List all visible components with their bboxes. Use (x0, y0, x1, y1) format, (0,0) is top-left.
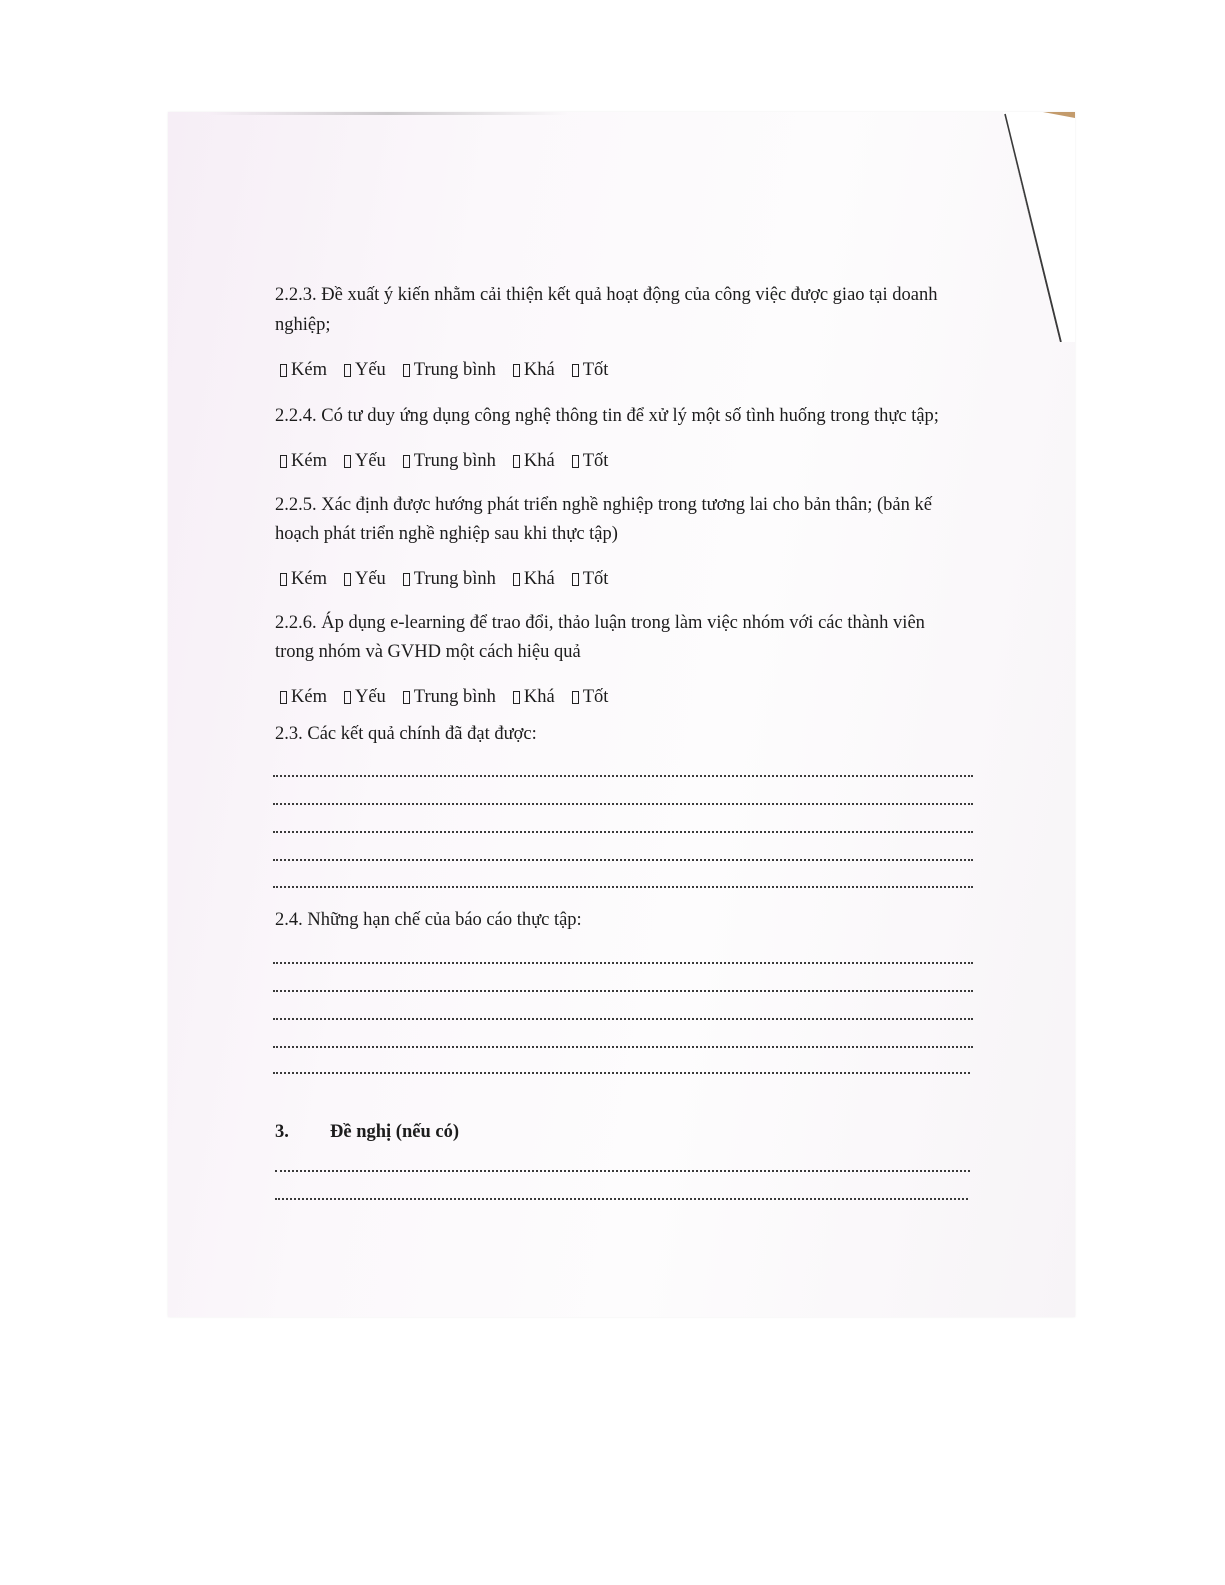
checkbox-icon[interactable] (572, 364, 579, 377)
checkbox-icon[interactable] (403, 691, 410, 704)
answer-line[interactable] (273, 988, 973, 992)
item-2-2-6-text-cont: trong nhóm và GVHD một cách hiệu quả (275, 642, 581, 662)
option-label: Khá (523, 569, 555, 589)
checkbox-icon[interactable] (280, 573, 287, 586)
option-label: Kém (291, 451, 327, 471)
checkbox-icon[interactable] (513, 573, 520, 586)
rating-option-yeu[interactable] (344, 687, 386, 708)
rating-option-yeu[interactable] (344, 451, 386, 472)
checkbox-icon[interactable] (344, 573, 351, 586)
section-2-3-title: 2.3. Các kết quả chính đã đạt được: (275, 724, 537, 744)
rating-option-trung-binh[interactable] (403, 360, 496, 381)
checkbox-icon[interactable] (403, 364, 410, 377)
option-label: Khá (523, 451, 555, 471)
option-label: Yếu (354, 569, 386, 589)
option-label: Trung bình (413, 569, 496, 589)
section-3-title: Đề nghị (nếu có) (330, 1122, 459, 1142)
checkbox-icon[interactable] (280, 455, 287, 468)
answer-line[interactable] (273, 801, 973, 805)
option-label: Tốt (582, 569, 609, 589)
item-2-2-3-text: 2.2.3. Đề xuất ý kiến nhằm cải thiện kết quả hoạt động của công việc được giao tại doanh (275, 285, 938, 305)
rating-option-yeu[interactable] (344, 360, 386, 381)
rating-option-tot[interactable] (572, 451, 609, 472)
rating-option-trung-binh[interactable] (403, 569, 496, 590)
checkbox-icon[interactable] (403, 573, 410, 586)
checkbox-icon[interactable] (513, 691, 520, 704)
rating-option-kha[interactable] (513, 687, 555, 708)
answer-line[interactable] (273, 1070, 970, 1074)
checkbox-icon[interactable] (513, 364, 520, 377)
answer-line[interactable] (273, 1044, 973, 1048)
option-label: Khá (523, 687, 555, 707)
option-label: Kém (291, 360, 327, 380)
answer-line[interactable] (273, 884, 973, 888)
checkbox-icon[interactable] (344, 455, 351, 468)
section-3-number: 3. (275, 1122, 289, 1142)
checkbox-icon[interactable] (280, 691, 287, 704)
option-label: Trung bình (413, 451, 496, 471)
rating-option-trung-binh[interactable] (403, 451, 496, 472)
item-2-2-6-text: 2.2.6. Áp dụng e-learning để trao đổi, thảo luận trong làm việc nhóm với các thành viên (275, 613, 925, 633)
page-edge-shadow (208, 112, 568, 115)
rating-option-yeu[interactable] (344, 569, 386, 590)
rating-option-kem[interactable] (280, 687, 327, 708)
option-label: Kém (291, 687, 327, 707)
checkbox-icon[interactable] (280, 364, 287, 377)
answer-line[interactable] (273, 773, 973, 777)
item-2-2-3-text-cont: nghiệp; (275, 315, 331, 335)
rating-option-kha[interactable] (513, 569, 555, 590)
checkbox-icon[interactable] (572, 573, 579, 586)
option-label: Yếu (354, 360, 386, 380)
item-2-2-5-text-cont: hoạch phát triển nghề nghiệp sau khi thực tập) (275, 524, 618, 544)
checkbox-icon[interactable] (572, 455, 579, 468)
rating-group-2-2-3 (280, 360, 625, 381)
option-label: Kém (291, 569, 327, 589)
answer-line[interactable] (275, 1168, 970, 1172)
option-label: Trung bình (413, 360, 496, 380)
rating-option-trung-binh[interactable] (403, 687, 496, 708)
rating-group-2-2-4 (280, 451, 625, 472)
answer-line[interactable] (273, 960, 973, 964)
page-fold-shadow (1003, 112, 1075, 342)
item-2-2-5-text: 2.2.5. Xác định được hướng phát triển nghề nghiệp trong tương lai cho bản thân; (bản kế (275, 495, 932, 515)
option-label: Yếu (354, 687, 386, 707)
rating-group-2-2-5 (280, 569, 625, 590)
answer-line[interactable] (275, 1196, 968, 1200)
checkbox-icon[interactable] (344, 691, 351, 704)
item-2-2-4-text: 2.2.4. Có tư duy ứng dụng công nghệ thông tin để xử lý một số tình huống trong thực tập; (275, 406, 939, 426)
option-label: Yếu (354, 451, 386, 471)
rating-option-kha[interactable] (513, 451, 555, 472)
option-label: Trung bình (413, 687, 496, 707)
answer-line[interactable] (273, 1016, 973, 1020)
rating-option-tot[interactable] (572, 360, 609, 381)
checkbox-icon[interactable] (403, 455, 410, 468)
rating-option-kha[interactable] (513, 360, 555, 381)
option-label: Khá (523, 360, 555, 380)
rating-option-tot[interactable] (572, 569, 609, 590)
answer-line[interactable] (273, 857, 973, 861)
rating-option-kem[interactable] (280, 569, 327, 590)
checkbox-icon[interactable] (572, 691, 579, 704)
checkbox-icon[interactable] (513, 455, 520, 468)
rating-option-kem[interactable] (280, 360, 327, 381)
option-label: Tốt (582, 687, 609, 707)
answer-line[interactable] (273, 829, 973, 833)
section-2-4-title: 2.4. Những hạn chế của báo cáo thực tập: (275, 910, 582, 930)
checkbox-icon[interactable] (344, 364, 351, 377)
option-label: Tốt (582, 360, 609, 380)
rating-option-tot[interactable] (572, 687, 609, 708)
rating-group-2-2-6 (280, 687, 625, 708)
rating-option-kem[interactable] (280, 451, 327, 472)
option-label: Tốt (582, 451, 609, 471)
